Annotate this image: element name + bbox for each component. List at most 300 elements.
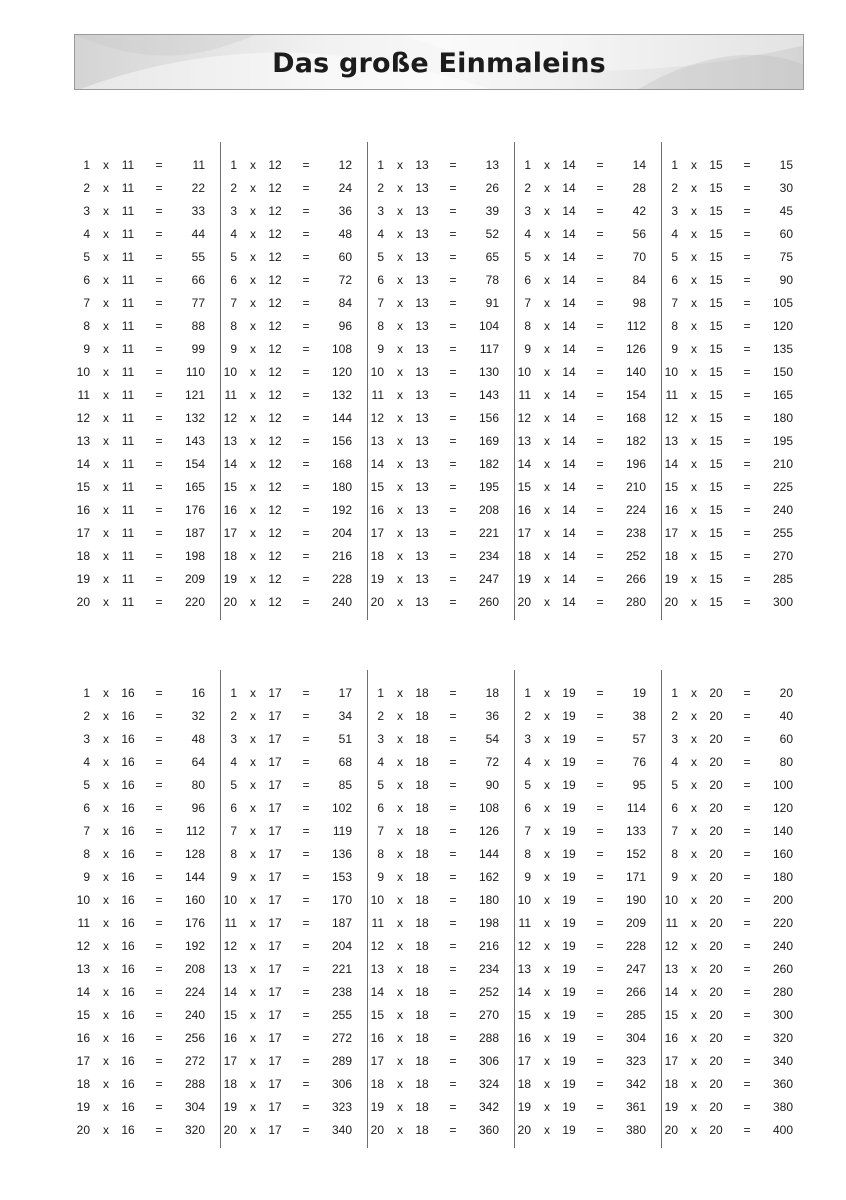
factor: 12 [268,434,282,448]
multiplier: 6 [230,801,237,815]
multiplier: 10 [664,365,678,379]
multiplier: 12 [223,411,237,425]
table-row [655,682,802,705]
multiplier: 5 [524,778,531,792]
product: 120 [772,319,793,333]
equals-sign: = [596,1123,604,1137]
table-row [67,499,214,522]
factor: 20 [709,985,723,999]
product: 360 [772,1077,793,1091]
table-row [655,591,802,614]
factor: 13 [415,549,429,563]
multiplier: 15 [370,1008,384,1022]
times-sign: x [544,847,550,861]
factor: 18 [415,1123,429,1137]
multiplier: 9 [83,870,90,884]
times-sign: x [544,1008,550,1022]
multiplier: 3 [230,732,237,746]
product: 12 [338,158,352,172]
times-sign: x [250,778,256,792]
table-row [67,292,214,315]
times-sign: x [103,158,109,172]
times-sign: x [544,158,550,172]
equals-sign: = [596,503,604,517]
equals-sign: = [743,1123,751,1137]
equals-sign: = [596,595,604,609]
multiplier: 4 [524,227,531,241]
product: 323 [625,1054,646,1068]
multiplier: 9 [83,342,90,356]
product: 165 [772,388,793,402]
factor: 13 [415,434,429,448]
multiplier: 13 [370,962,384,976]
product: 300 [772,1008,793,1022]
equals-sign: = [449,1100,457,1114]
factor: 13 [415,526,429,540]
table-row [214,866,361,889]
equals-sign: = [155,526,163,540]
equals-sign: = [449,755,457,769]
equals-sign: = [596,204,604,218]
product: 17 [338,686,352,700]
multiplier: 3 [524,732,531,746]
product: 234 [478,962,499,976]
table-row [67,384,214,407]
multiplier: 12 [223,939,237,953]
equals-sign: = [155,893,163,907]
product: 144 [184,870,205,884]
multiplier: 11 [371,916,384,930]
equals-sign: = [596,870,604,884]
equals-sign: = [596,457,604,471]
factor: 12 [268,181,282,195]
multiplier: 6 [524,273,531,287]
multiplier: 6 [377,273,384,287]
times-sign: x [397,434,403,448]
equals-sign: = [155,916,163,930]
factor: 18 [415,847,429,861]
factor: 15 [709,296,723,310]
factor: 20 [709,916,723,930]
product: 108 [478,801,499,815]
product: 240 [184,1008,205,1022]
equals-sign: = [596,388,604,402]
equals-sign: = [743,342,751,356]
product: 221 [331,962,352,976]
multiplier: 2 [230,709,237,723]
equals-sign: = [743,503,751,517]
table-row [508,1073,655,1096]
product: 270 [478,1008,499,1022]
multiplier: 11 [77,916,90,930]
factor: 17 [268,916,282,930]
table-row [67,1096,214,1119]
table-row [361,935,508,958]
product: 208 [478,503,499,517]
times-sign: x [103,709,109,723]
product: 72 [338,273,352,287]
product: 130 [478,365,499,379]
product: 102 [331,801,352,815]
multiplier: 11 [518,916,531,930]
title-banner [74,34,804,90]
table-row [361,1096,508,1119]
multiplier: 14 [664,985,678,999]
product: 105 [772,296,793,310]
factor: 12 [268,595,282,609]
times-sign: x [250,595,256,609]
table-row [214,430,361,453]
product: 13 [485,158,499,172]
multiplier: 10 [223,365,237,379]
equals-sign: = [449,158,457,172]
multiplier: 18 [517,549,531,563]
factor: 11 [121,250,135,264]
equals-sign: = [596,778,604,792]
multiplier: 2 [524,181,531,195]
times-sign: x [250,1123,256,1137]
product: 247 [478,572,499,586]
times-sign: x [691,411,697,425]
factor: 17 [268,732,282,746]
factor: 11 [121,158,135,172]
times-sign: x [250,893,256,907]
times-sign: x [250,457,256,471]
equals-sign: = [449,296,457,310]
table-row [214,705,361,728]
equals-sign: = [155,1008,163,1022]
product: 400 [772,1123,793,1137]
times-sign: x [691,732,697,746]
product: 75 [779,250,793,264]
times-sign: x [544,480,550,494]
equals-sign: = [155,549,163,563]
equals-sign: = [302,572,310,586]
times-sign: x [544,181,550,195]
multiplier: 10 [517,365,531,379]
factor: 13 [415,319,429,333]
multiplier: 8 [83,319,90,333]
table-row [361,728,508,751]
table-row [214,476,361,499]
times-sign: x [103,434,109,448]
table-row [361,866,508,889]
product: 36 [485,709,499,723]
times-sign: x [691,457,697,471]
table-row [508,728,655,751]
factor: 16 [121,1031,135,1045]
factor: 18 [415,916,429,930]
table-row [655,407,802,430]
multiplier: 19 [517,572,531,586]
times-sign: x [397,342,403,356]
multiplier: 18 [76,1077,90,1091]
times-sign: x [250,411,256,425]
times-sign: x [103,457,109,471]
product: 176 [184,916,205,930]
times-sign: x [544,732,550,746]
times-sign: x [250,1031,256,1045]
equals-sign: = [302,388,310,402]
times-sign: x [691,342,697,356]
times-table-20 [655,670,802,1148]
multiplier: 14 [664,457,678,471]
factor: 18 [415,939,429,953]
times-table-19 [508,670,655,1148]
table-row [361,200,508,223]
times-sign: x [397,365,403,379]
equals-sign: = [449,411,457,425]
factor: 17 [268,939,282,953]
multiplier: 3 [671,732,678,746]
factor: 14 [562,181,576,195]
equals-sign: = [743,572,751,586]
product: 289 [331,1054,352,1068]
times-sign: x [691,503,697,517]
equals-sign: = [743,227,751,241]
factor: 11 [121,480,135,494]
equals-sign: = [449,847,457,861]
table-row [655,453,802,476]
factor: 19 [562,801,576,815]
equals-sign: = [596,319,604,333]
table-row [214,912,361,935]
table-row [214,522,361,545]
factor: 17 [268,778,282,792]
factor: 16 [121,916,135,930]
multiplier: 4 [524,755,531,769]
times-sign: x [691,273,697,287]
multiplier: 15 [517,1008,531,1022]
factor: 20 [709,1054,723,1068]
product: 56 [632,227,646,241]
table-row [67,797,214,820]
product: 22 [191,181,205,195]
multiplier: 14 [370,457,384,471]
factor: 15 [709,181,723,195]
times-sign: x [691,1054,697,1068]
table-row [655,522,802,545]
multiplier: 11 [665,388,678,402]
equals-sign: = [302,732,310,746]
times-sign: x [397,1123,403,1137]
table-row [655,246,802,269]
factor: 16 [121,1054,135,1068]
times-sign: x [397,526,403,540]
table-row [214,453,361,476]
product: 168 [331,457,352,471]
table-row [67,591,214,614]
table-row [214,223,361,246]
equals-sign: = [743,985,751,999]
factor: 13 [415,388,429,402]
multiplier: 4 [671,227,678,241]
product: 260 [772,962,793,976]
product: 68 [338,755,352,769]
multiplier: 8 [377,847,384,861]
factor: 11 [121,388,135,402]
times-sign: x [691,709,697,723]
multiplier: 11 [371,388,384,402]
times-sign: x [691,250,697,264]
table-row [655,154,802,177]
equals-sign: = [302,434,310,448]
factor: 13 [415,503,429,517]
times-sign: x [544,870,550,884]
multiplier: 20 [517,1123,531,1137]
multiplier: 20 [370,595,384,609]
times-sign: x [691,985,697,999]
times-sign: x [397,1054,403,1068]
multiplier: 12 [517,411,531,425]
table-row [361,1027,508,1050]
equals-sign: = [155,1100,163,1114]
table-row [67,522,214,545]
factor: 13 [415,227,429,241]
times-sign: x [103,732,109,746]
times-sign: x [103,1077,109,1091]
multiplier: 15 [223,1008,237,1022]
times-sign: x [250,434,256,448]
times-sign: x [397,1077,403,1091]
equals-sign: = [743,319,751,333]
factor: 20 [709,1077,723,1091]
table-row [655,545,802,568]
multiplier: 15 [517,480,531,494]
times-sign: x [544,709,550,723]
equals-sign: = [596,962,604,976]
factor: 11 [121,181,135,195]
product: 33 [191,204,205,218]
multiplier: 19 [370,572,384,586]
equals-sign: = [596,1100,604,1114]
equals-sign: = [743,709,751,723]
equals-sign: = [302,824,310,838]
equals-sign: = [596,824,604,838]
equals-sign: = [302,847,310,861]
times-sign: x [250,1008,256,1022]
table-row [508,315,655,338]
multiplier: 1 [377,158,384,172]
table-row [361,958,508,981]
multiplier: 17 [223,526,237,540]
factor: 19 [562,1008,576,1022]
multiplier: 9 [230,342,237,356]
factor: 19 [562,939,576,953]
factor: 18 [415,1054,429,1068]
product: 57 [632,732,646,746]
product: 99 [191,342,205,356]
product: 272 [331,1031,352,1045]
table-row [508,476,655,499]
table-row [508,682,655,705]
product: 288 [478,1031,499,1045]
multiplier: 14 [223,985,237,999]
equals-sign: = [155,824,163,838]
factor: 15 [709,388,723,402]
equals-sign: = [743,158,751,172]
table-row [67,407,214,430]
product: 209 [625,916,646,930]
equals-sign: = [596,480,604,494]
factor: 18 [415,732,429,746]
factor: 19 [562,824,576,838]
multiplier: 16 [223,1031,237,1045]
factor: 14 [562,503,576,517]
product: 28 [632,181,646,195]
times-sign: x [691,572,697,586]
table-row [361,1119,508,1142]
multiplier: 12 [370,411,384,425]
equals-sign: = [449,365,457,379]
equals-sign: = [743,847,751,861]
table-row [67,338,214,361]
factor: 18 [415,1100,429,1114]
times-sign: x [544,227,550,241]
product: 204 [331,939,352,953]
table-row [361,361,508,384]
product: 288 [184,1077,205,1091]
table-row [508,705,655,728]
page-title: Das große Einmaleins [272,48,606,79]
times-sign: x [691,158,697,172]
product: 240 [772,939,793,953]
table-row [655,269,802,292]
product: 117 [479,342,499,356]
product: 121 [184,388,205,402]
product: 20 [779,686,793,700]
multiplier: 19 [76,1100,90,1114]
factor: 20 [709,1123,723,1137]
factor: 15 [709,434,723,448]
table-row [67,269,214,292]
table-row [67,751,214,774]
equals-sign: = [743,1054,751,1068]
multiplier: 4 [83,755,90,769]
times-sign: x [544,916,550,930]
equals-sign: = [449,1123,457,1137]
multiplier: 17 [370,526,384,540]
factor: 18 [415,824,429,838]
factor: 17 [268,1123,282,1137]
table-row [655,1050,802,1073]
times-sign: x [250,365,256,379]
table-row [508,292,655,315]
table-row [655,751,802,774]
table-row [655,705,802,728]
times-sign: x [103,296,109,310]
multiplier: 19 [517,1100,531,1114]
equals-sign: = [596,732,604,746]
factor: 12 [268,457,282,471]
equals-sign: = [155,985,163,999]
table-row [361,1050,508,1073]
product: 255 [331,1008,352,1022]
factor: 12 [268,227,282,241]
factor: 12 [268,365,282,379]
table-row [508,246,655,269]
equals-sign: = [302,893,310,907]
table-row [361,315,508,338]
product: 126 [625,342,646,356]
equals-sign: = [155,778,163,792]
times-sign: x [544,250,550,264]
product: 112 [185,824,205,838]
factor: 14 [562,549,576,563]
product: 76 [632,755,646,769]
factor: 11 [121,204,135,218]
times-sign: x [397,778,403,792]
